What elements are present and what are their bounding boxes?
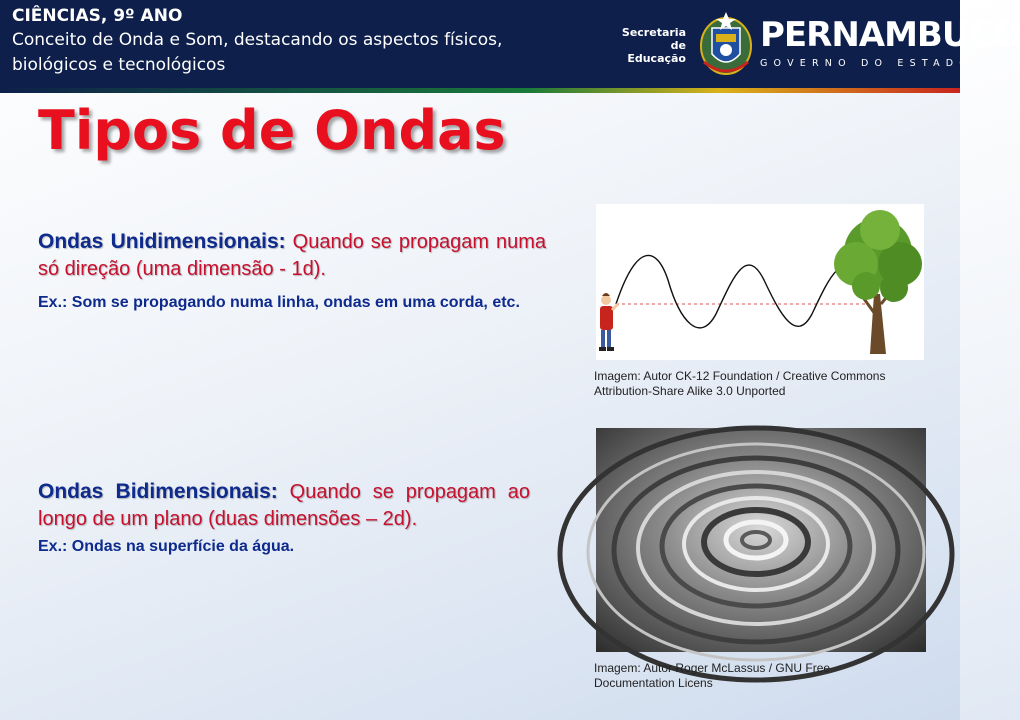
term-label: Ondas Bidimensionais: <box>38 480 278 503</box>
course-subtitle-line-1: Conceito de Onda e Som, destacando os aspectos físicos, <box>12 30 503 50</box>
definition-paragraph <box>38 478 530 533</box>
example-text: Som se propagando numa linha, ondas em uma corda, etc. <box>67 294 520 311</box>
section-two-dimensional <box>38 478 530 559</box>
course-info <box>12 4 582 78</box>
definition-paragraph <box>38 228 546 283</box>
example-paragraph <box>38 291 546 315</box>
example-label: Ex.: <box>38 538 68 555</box>
example-label: Ex.: <box>38 294 68 311</box>
secretaria-line-1: Secretaria de <box>621 26 686 52</box>
coat-of-arms-icon <box>698 10 754 78</box>
course-title: CIÊNCIAS, 9º ANO <box>12 6 183 26</box>
water-ripple-image <box>596 428 926 652</box>
slide-title: Tipos de Ondas <box>38 99 506 162</box>
brand-tagline: GOVERNO DO ESTADO <box>760 58 973 69</box>
header-bar <box>0 0 1020 88</box>
section-one-dimensional <box>38 228 546 315</box>
definition-text: Quando se propagam ao longo de um plano (duas dimensões – 2d). <box>38 481 531 530</box>
course-subtitle-line-2: biológicos e tecnológicos <box>12 55 226 75</box>
water-ripple-photo <box>596 428 926 652</box>
term-label: Ondas Unidimensionais: <box>38 230 286 253</box>
image-credit: Imagem: Autor CK-12 Foundation / Creative Commons Attribution-Share Alike 3.0 Unported <box>594 369 886 398</box>
secretaria-label <box>606 26 686 65</box>
brand-name: PERNAMBUCO <box>760 15 1020 55</box>
example-paragraph <box>38 535 530 559</box>
example-text: Ondas na superfície da água. <box>67 538 295 555</box>
header-color-stripe <box>0 88 960 93</box>
definition-text: Quando se propagam numa só direção (uma dimensão - 1d). <box>38 231 547 280</box>
image-credit: Imagem: Autor Roger McLassus / GNU Free Documentation Licens <box>594 661 831 690</box>
pernambuco-logo <box>760 14 1020 70</box>
secretaria-line-2: Educação <box>627 52 686 65</box>
rope-wave-illustration <box>596 204 924 360</box>
rope-wave-image <box>596 204 924 360</box>
